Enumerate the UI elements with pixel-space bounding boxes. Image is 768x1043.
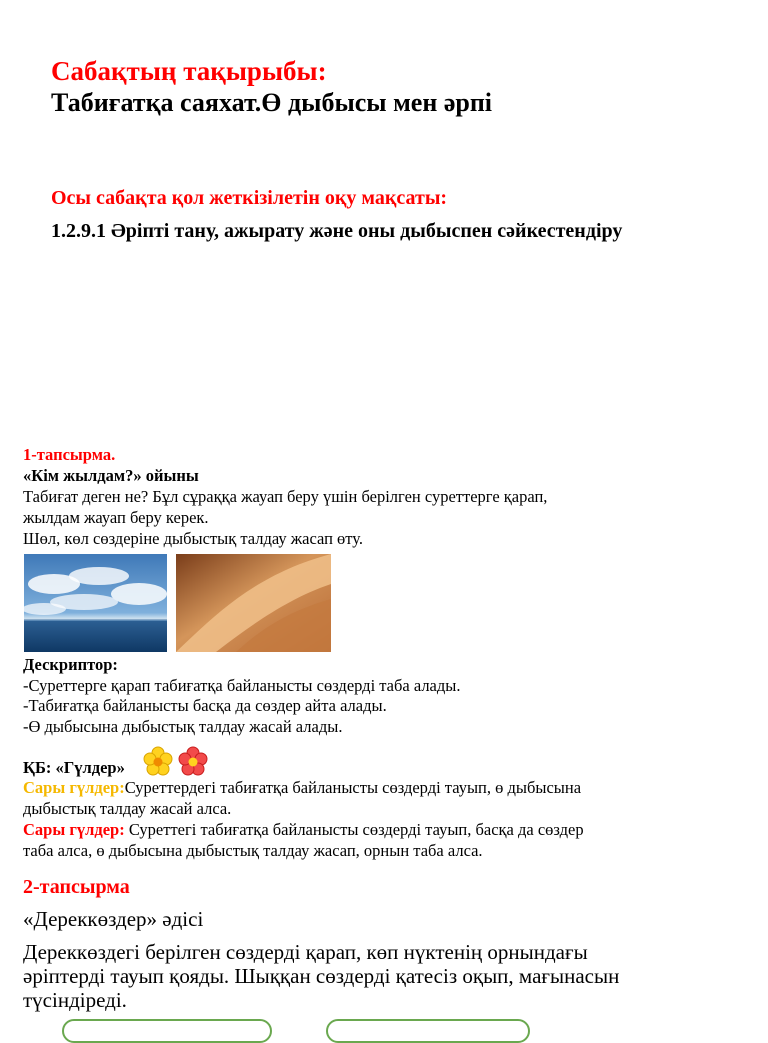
descriptor-label: Дескриптор: (23, 655, 118, 674)
task2-line-2: әріптерді тауып қояды. Шыққан сөздерді қатесіз оқып, мағынасын (23, 964, 620, 988)
yellow-flowers-label: Сары гүлдер: (23, 778, 125, 797)
red-criteria-line-2: таба алса, ө дыбысына дыбыстық талдау жасап, орнын таба алса. (23, 841, 483, 860)
feedback-label: ҚБ: «Гүлдер» (23, 758, 125, 777)
desert-dune-photo (176, 554, 331, 652)
yellow-criteria-text: Суреттердегі табиғатқа байланысты сөздерді тауып, ө дыбысына (124, 778, 582, 797)
topic-label: Сабақтың тақырыбы: (51, 56, 327, 86)
descriptor-3: -Ө дыбысына дыбыстық талдау жасай алады. (23, 717, 343, 736)
method-line: «Дереккөздер» әдісі (23, 907, 204, 931)
task2-line-3: түсіндіреді. (23, 988, 127, 1012)
objective-text: 1.2.9.1 Әріпті тану, ажырату және оны дыбыспен сәйкестендіру (51, 220, 623, 242)
task1-line-3: Шөл, көл сөздеріне дыбыстық талдау жасап өту. (23, 529, 363, 548)
yellow-criteria-line-2: дыбыстық талдау жасай алса. (23, 799, 232, 818)
sky-lake-photo (24, 554, 167, 652)
task1-label: 1-тапсырма. (23, 445, 116, 464)
red-flowers-label: Сары гүлдер: (23, 820, 125, 839)
topic-title: Табиғатқа саяхат.Ө дыбысы мен әрпі (51, 88, 493, 117)
red-criteria-text: Суреттегі табиғатқа байланысты сөздерді тауып, басқа да сөздер (124, 820, 584, 839)
source-box-2 (326, 1019, 530, 1043)
task2-label: 2-тапсырма (23, 876, 130, 898)
yellow-flower-icon (143, 746, 173, 781)
descriptor-1: -Суреттерге қарап табиғатқа байланысты сөздерді таба алады. (23, 676, 461, 695)
descriptor-2: -Табиғатқа байланысты басқа да сөздер айта алады. (23, 696, 387, 715)
task1-line-2: жылдам жауап беру керек. (23, 508, 209, 527)
red-criteria-line-1 (23, 820, 584, 840)
game-title: «Кім жылдам?» ойыны (23, 466, 199, 485)
yellow-criteria-line-1 (23, 778, 581, 798)
task1-line-1: Табиғат деген не? Бұл сұраққа жауап беру үшін берілген суреттерге қарап, (23, 487, 548, 506)
task2-line-1: Дереккөздегі берілген сөздерді қарап, көп нүктенің орнындағы (23, 940, 588, 964)
objective-label: Осы сабақта қол жеткізілетін оқу мақсаты: (51, 187, 448, 209)
source-box-1 (62, 1019, 272, 1043)
red-flower-icon (178, 746, 208, 781)
